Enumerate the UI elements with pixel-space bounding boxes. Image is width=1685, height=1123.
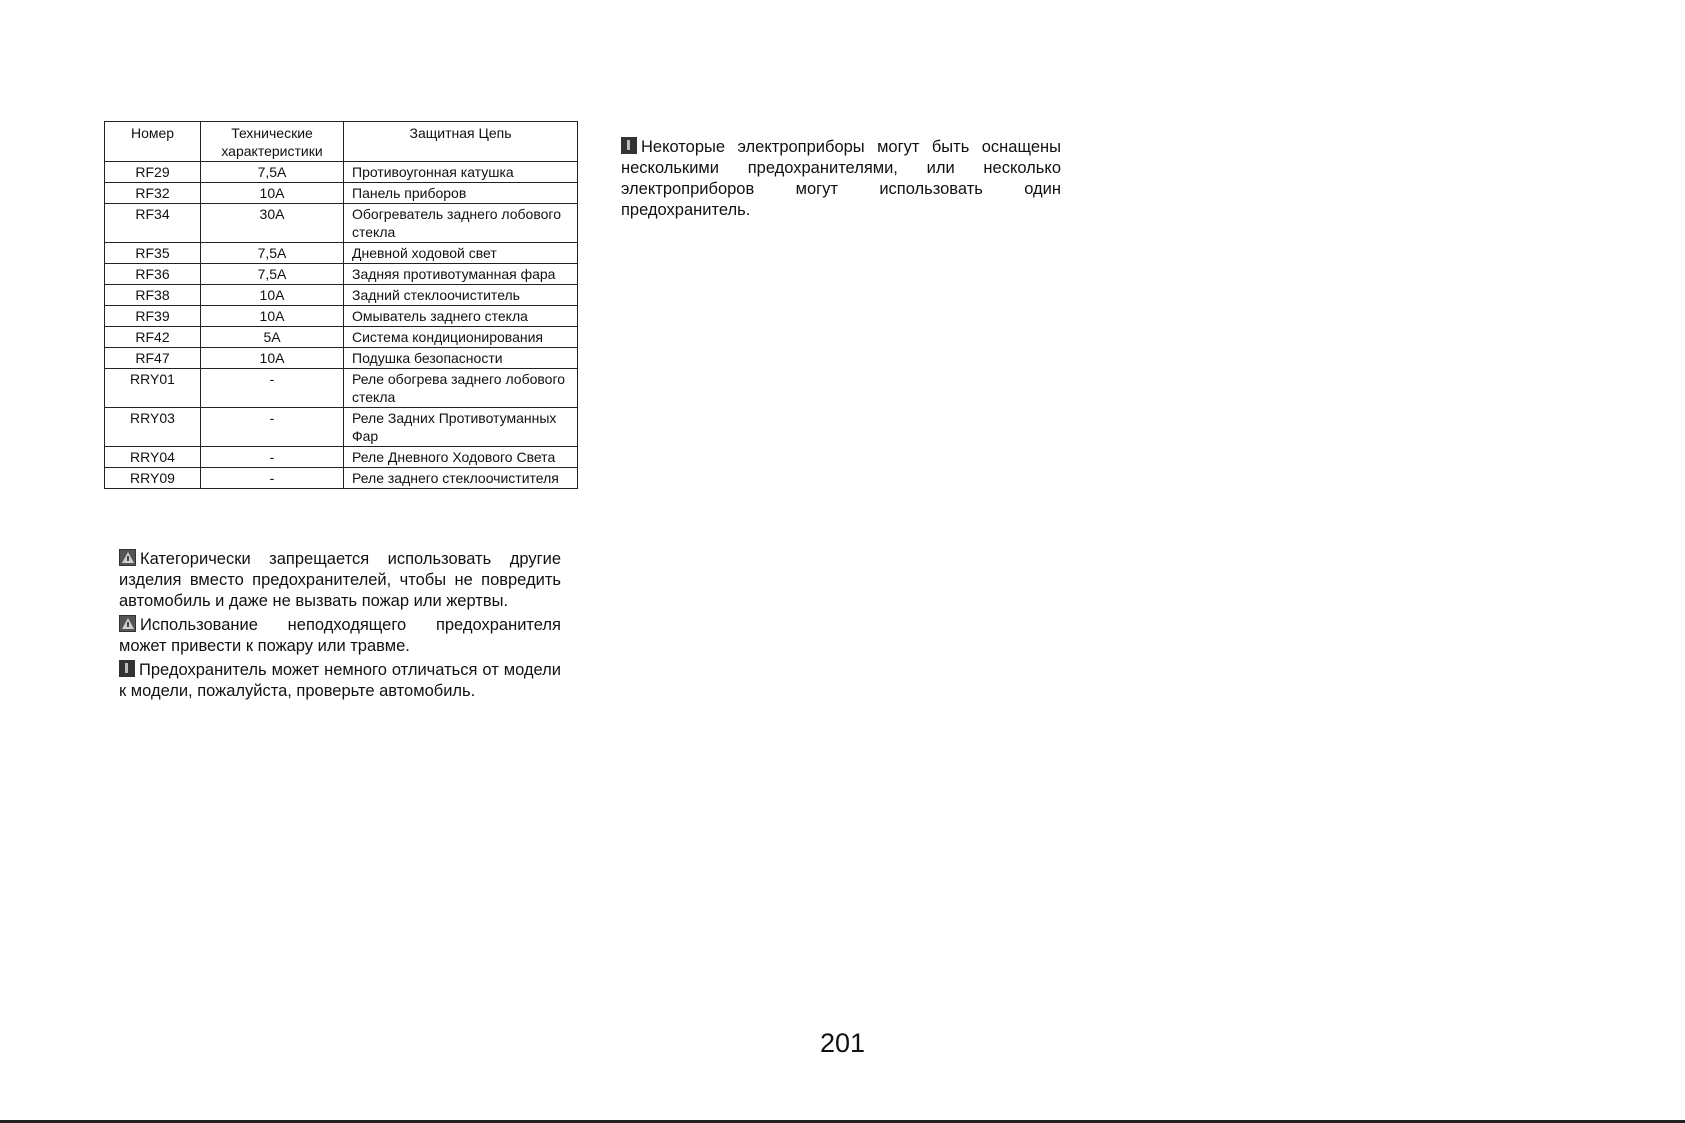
- header-circuit: Защитная Цепь: [344, 122, 578, 162]
- table-row: [105, 183, 578, 204]
- fuse-id: RF36: [105, 264, 201, 285]
- fuse-id: RF34: [105, 204, 201, 243]
- fuse-id: RRY03: [105, 408, 201, 447]
- fuse-id: RRY04: [105, 447, 201, 468]
- info-icon: [621, 137, 637, 154]
- fuse-rating: 30А: [201, 204, 344, 243]
- fuse-rating: 10А: [201, 306, 344, 327]
- fuse-circuit: Реле Дневного Ходового Света: [344, 447, 578, 468]
- fuse-circuit: Задняя противотуманная фара: [344, 264, 578, 285]
- header-number: Номер: [105, 122, 201, 162]
- info-icon: [119, 660, 135, 677]
- note-text: Категорически запрещается использовать другие изделия вместо предохранителей, чтобы не повредить автомобиль и даже не вызвать пожар или жертвы.: [119, 550, 561, 610]
- fuse-rating: 10А: [201, 348, 344, 369]
- fuse-id: RF32: [105, 183, 201, 204]
- note-model-variation: [119, 660, 561, 702]
- fuse-table: [104, 121, 578, 489]
- note-shared-fuses: [621, 137, 1061, 221]
- fuse-circuit: Задний стеклоочиститель: [344, 285, 578, 306]
- table-row: [105, 285, 578, 306]
- fuse-circuit: Реле Задних Противотуманных Фар: [344, 408, 578, 447]
- fuse-rating: 7,5А: [201, 243, 344, 264]
- table-row: [105, 447, 578, 468]
- note-no-substitutes: [119, 549, 561, 612]
- table-row: [105, 243, 578, 264]
- fuse-rating: 7,5А: [201, 162, 344, 183]
- fuse-circuit: Система кондиционирования: [344, 327, 578, 348]
- table-row: [105, 369, 578, 408]
- page-number: 201: [819, 1028, 866, 1058]
- note-text: Предохранитель может немного отличаться от модели к модели, пожалуйста, проверьте автомобиль.: [119, 661, 561, 700]
- table-row: [105, 162, 578, 183]
- fuse-circuit: Противоугонная катушка: [344, 162, 578, 183]
- fuse-circuit: Панель приборов: [344, 183, 578, 204]
- fuse-id: RF47: [105, 348, 201, 369]
- fuse-circuit: Дневной ходовой свет: [344, 243, 578, 264]
- table-row: [105, 327, 578, 348]
- fuse-circuit: Омыватель заднего стекла: [344, 306, 578, 327]
- fuse-circuit: Реле обогрева заднего лобового стекла: [344, 369, 578, 408]
- warning-icon: [119, 615, 136, 632]
- note-text: Использование неподходящего предохранителя может привести к пожару или травме.: [119, 616, 561, 655]
- warning-icon: [119, 549, 136, 566]
- fuse-id: RF39: [105, 306, 201, 327]
- fuse-id: RRY09: [105, 468, 201, 489]
- fuse-id: RRY01: [105, 369, 201, 408]
- fuse-rating: -: [201, 447, 344, 468]
- table-row: [105, 348, 578, 369]
- fuse-rating: -: [201, 369, 344, 408]
- table-row: [105, 264, 578, 285]
- table-row: [105, 408, 578, 447]
- table-row: [105, 204, 578, 243]
- table-header-row: [105, 122, 578, 162]
- fuse-id: RF42: [105, 327, 201, 348]
- table-row: [105, 306, 578, 327]
- fuse-rating: -: [201, 408, 344, 447]
- fuse-rating: 7,5А: [201, 264, 344, 285]
- warning-notes: [119, 549, 561, 705]
- fuse-circuit: Обогреватель заднего лобового стекла: [344, 204, 578, 243]
- fuse-id: RF38: [105, 285, 201, 306]
- table-row: [105, 468, 578, 489]
- fuse-rating: -: [201, 468, 344, 489]
- fuse-rating: 5А: [201, 327, 344, 348]
- fuse-circuit: Подушка безопасности: [344, 348, 578, 369]
- note-text: Некоторые электроприборы могут быть оснащены несколькими предохранителями, или несколько электроприборов могут использовать один предохранитель.: [621, 137, 1061, 219]
- note-wrong-fuse: [119, 615, 561, 657]
- fuse-id: RF29: [105, 162, 201, 183]
- fuse-circuit: Реле заднего стеклоочистителя: [344, 468, 578, 489]
- fuse-id: RF35: [105, 243, 201, 264]
- header-specs: Технические характеристики: [201, 122, 344, 162]
- fuse-rating: 10А: [201, 183, 344, 204]
- fuse-rating: 10А: [201, 285, 344, 306]
